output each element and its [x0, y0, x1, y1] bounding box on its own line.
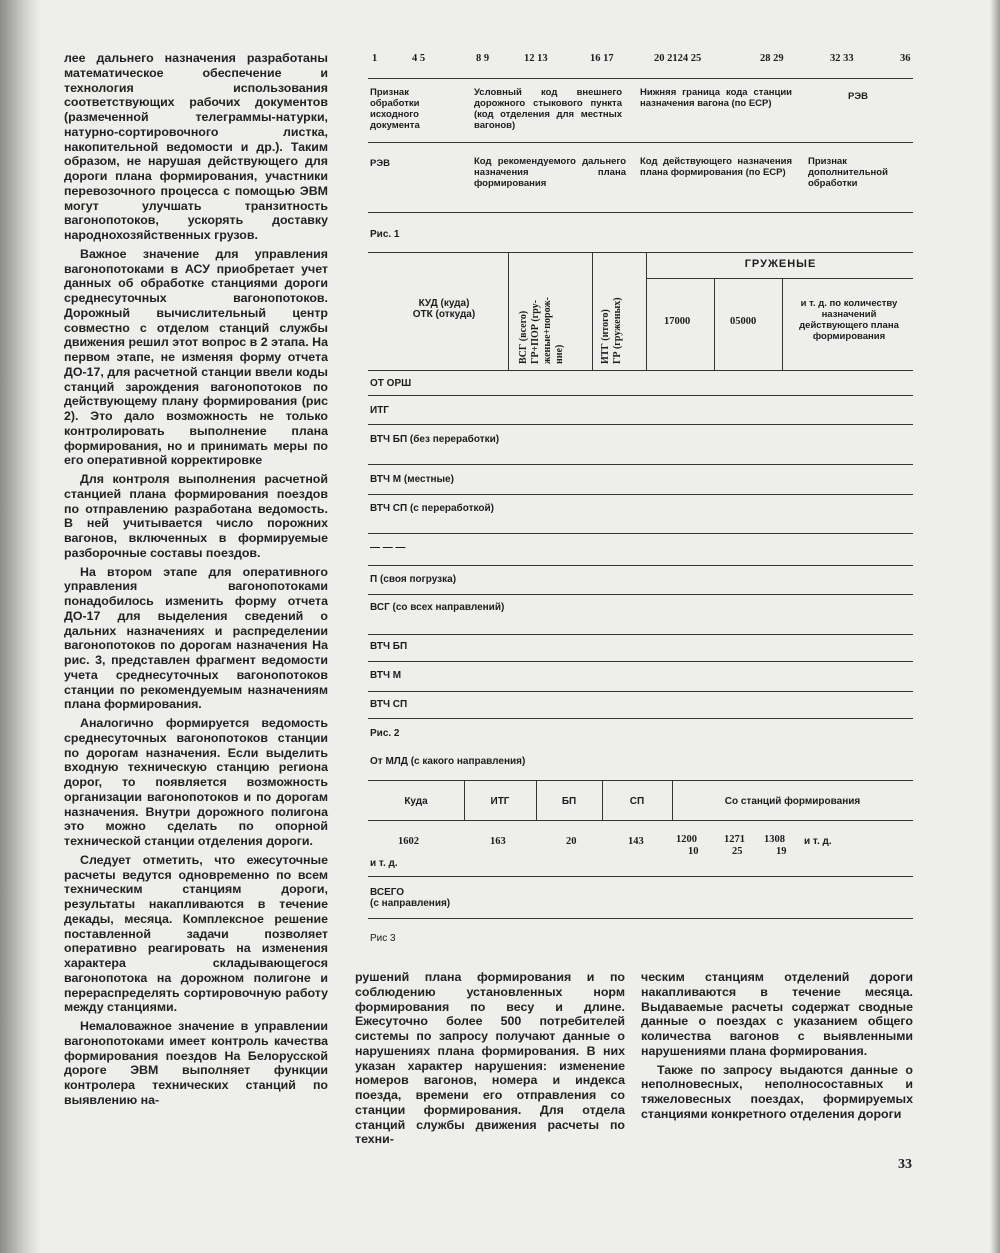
ruler-mark: 4 5 [412, 53, 426, 64]
page-number: 33 [898, 1157, 912, 1172]
figure-2 [368, 252, 913, 772]
paragraph: рушений плана формирования и по соблюдению установленных норм формирования по весу и длине. Ежесуточно более 500 потребителей системы по запросу получают данные о нарушениях плана формирования. В них указан характер нарушения: изменение номеров вагонов, номера и индекса поезда, времени его отправления со станции формирования. Для отдела станций службы движения расчеты по техни- [355, 970, 625, 1147]
row-line [368, 424, 913, 425]
rule-line [368, 370, 913, 371]
figure-3 [368, 752, 913, 952]
row-line [368, 494, 913, 495]
row-label: ВТЧ БП [370, 641, 408, 652]
figure-1 [368, 50, 913, 245]
text-column-left [64, 51, 328, 1112]
header-etc: и т. д. по количеству назначений действующего плана формирования [799, 298, 899, 342]
field-label: Нижняя граница кода станции назначения вагона (по ЕСР) [640, 87, 792, 109]
field-label: РЭВ [370, 158, 390, 169]
row-line [368, 464, 913, 465]
station-code: 1200 [676, 834, 697, 845]
row-label: ВТЧ БП (без переработки) [370, 434, 500, 445]
row-line [368, 718, 913, 719]
header-vsg-formula: женые+порож- [542, 297, 553, 364]
ruler-mark: 16 17 [590, 53, 614, 64]
ruler-mark: 28 29 [760, 53, 784, 64]
rule-line [368, 78, 913, 79]
table-divider [782, 279, 783, 370]
row-label: и т. д. [370, 858, 398, 869]
paragraph: Также по запросу выдаются данные о неполновесных, неполносоставных и тяжеловесных поездах, формируемых станциями конкретного отделения дороги [641, 1062, 913, 1121]
rule-line [368, 918, 913, 919]
paragraph: На втором этапе для оперативного управления вагонопотоками понадобилось изменить форму отчета ДО-17 для выделения сведений о дальних назначениях и распределении вагонопотоков по дорогам назначения На рис. 3, представлен фрагмент ведомости учета среднесуточных вагонопотоков станции по рекомендуемым назначениям плана формирования. [64, 564, 328, 712]
field-label: Признак дополнительной обработки [808, 156, 888, 189]
figure-caption: Рис 3 [370, 933, 396, 944]
field-label: Признак обработки исходного документа [370, 87, 420, 131]
ruler-mark: 8 9 [476, 53, 490, 64]
cell-value: 163 [490, 836, 506, 847]
header-vsg-formula: ние) [554, 344, 565, 364]
station-code: 1271 [724, 834, 745, 845]
table-divider [646, 252, 647, 370]
station-value: 10 [688, 846, 699, 857]
header-vsg: ВСГ (всего) [518, 310, 529, 364]
cell-value: 143 [628, 836, 644, 847]
table-title: От МЛД (с какого направления) [370, 756, 526, 767]
field-label: РЭВ [848, 91, 868, 102]
ruler-mark: 12 13 [524, 53, 548, 64]
table-divider [508, 252, 509, 370]
header-cell: Со станций формирования [724, 796, 861, 807]
row-line [368, 395, 913, 396]
row-label: ВТЧ СП [370, 699, 408, 710]
table-divider [592, 252, 593, 370]
row-line [368, 565, 913, 566]
row-line [368, 661, 913, 662]
header-cell: БП [561, 796, 577, 807]
header-otk: ОТК (откуда) [412, 309, 476, 320]
paragraph: Немаловажное значение в управлении вагонопотоками имеет контроль качества формирования поездов На Белорусской дороге ЭВМ выполняет функции контролера технических станций по выявлению на- [64, 1019, 328, 1107]
ruler-mark: 36 [900, 53, 911, 64]
row-label: (с направления) [370, 898, 451, 909]
ruler-mark: 20 2124 25 [654, 53, 702, 64]
station-value: 19 [776, 846, 787, 857]
ruler-mark: 32 33 [830, 53, 854, 64]
figure-caption: Рис. 1 [370, 229, 400, 240]
text-column-middle [355, 970, 625, 1151]
header-vsg-formula: ГР+ПОР (гру- [530, 300, 541, 364]
row-label: ВСЕГО [370, 887, 405, 898]
rule-line [368, 252, 913, 253]
row-line [368, 533, 913, 534]
row-label: ВСГ (со всех направлений) [370, 602, 505, 613]
paragraph: Важное значение для управления вагонопотоками в АСУ приобретает учет данных об обработке станциями дороги среднесуточных вагонопотоков. Дорожный вычислительный центр совместно с отделом станций службы движения решил этот вопрос в 2 этапа. На первом этапе, не изменяя форму отчета ДО-17, для расчетной станции ввели коды станций зарождения вагонопотоков по действующему плану формирования (рис 2). Это дало возможность не только контролировать выполнение плана формирования, но и принимать меры по его оперативной корректировке [64, 246, 328, 468]
row-label: ВТЧ М (местные) [370, 474, 454, 485]
station-code: 1308 [764, 834, 785, 845]
rule-line [368, 212, 913, 213]
header-cell: СП [629, 796, 645, 807]
header-itg: ИТГ (итого) [600, 309, 611, 364]
field-label: Код рекомендуемого дальнего назначения плана формирования [474, 156, 626, 189]
figure-caption: Рис. 2 [370, 728, 400, 739]
table-divider [714, 279, 715, 370]
row-line [368, 876, 913, 877]
cell-value: 20 [566, 836, 577, 847]
station-value: 25 [732, 846, 743, 857]
header-kud: КУД (куда) [418, 298, 470, 309]
rule-line [368, 780, 913, 781]
header-cell: Куда [404, 796, 428, 807]
paragraph: Для контроля выполнения расчетной станцией плана формирования поездов по отправлению разработана ведомость. В ней учитывается число порожних вагонов, включенных в формируемые разборочные составы поездов. [64, 472, 328, 560]
row-label: ОТ ОРШ [370, 378, 412, 389]
row-label: ВТЧ М [370, 670, 402, 681]
header-cell: ИТГ [490, 796, 510, 807]
row-line [368, 691, 913, 692]
row-label: ВТЧ СП (с переработкой) [370, 503, 494, 514]
row-label: — — — [370, 542, 406, 553]
header-itg: ГР (груженых) [612, 297, 623, 364]
paragraph: Следует отметить, что ежесуточные расчеты ведутся одновременно по всем техническим станциям дороги, результаты накапливаются в течение декады, месяца. Комплексное решение поставленной задачи позволяет оперативно реагировать на изменения характера складывающегося вагонопотока на дорожном полигоне и перераспределять сортировочную работу между станциями. [64, 852, 328, 1015]
paragraph: Аналогично формируется ведомость среднесуточных вагонопотоков станции по дорогам назначения. Если выделить входную техническую станцию региона дорог, то появляется возможность организации вагонопотоков и по дорогам назначения. Внутри дорожного полигона это можно сделать по опорной технической станции отделения дороги. [64, 716, 328, 848]
paragraph: лее дальнего назначения разработаны математическое обеспечение и технология использования соответствующих рабочих документов (размеченной телеграммы-натурки, натурно-сортировочного листка, накопительной ведомости и др.). Таким образом, не нарушая действующего для дороги плана формирования, участники перевозочного процесса с помощью ЭВМ могут улучшать транзитность вагонопотоков, ускорять доставку народнохозяйственных грузов. [64, 51, 328, 242]
stations-etc: и т. д. [804, 836, 832, 847]
rule-line [646, 278, 913, 279]
field-label: Код действующего назначения плана формирования (по ЕСР) [640, 156, 792, 178]
station-code: 05000 [730, 316, 757, 327]
row-line [368, 634, 913, 635]
field-label: Условный код внешнего дорожного стыкового пункта (код отделения для местных вагонов) [474, 87, 622, 131]
row-line [368, 594, 913, 595]
rule-line [368, 142, 913, 143]
row-label: ИТГ [370, 405, 389, 416]
cell-value: 1602 [398, 836, 419, 847]
rule-line [368, 820, 913, 821]
header-gruzhenye: ГРУЖЕНЫЕ [744, 258, 817, 270]
row-label: П (своя погрузка) [370, 574, 457, 585]
station-code: 17000 [664, 316, 691, 327]
text-column-right [641, 970, 913, 1126]
paragraph: ческим станциям отделений дороги накапливаются в течение месяца. Выдаваемые расчеты содержат сводные данные о поездах с указанием общего количества вагонов с выявленными нарушениями плана формирования. [641, 970, 913, 1058]
ruler-mark: 1 [372, 53, 378, 64]
